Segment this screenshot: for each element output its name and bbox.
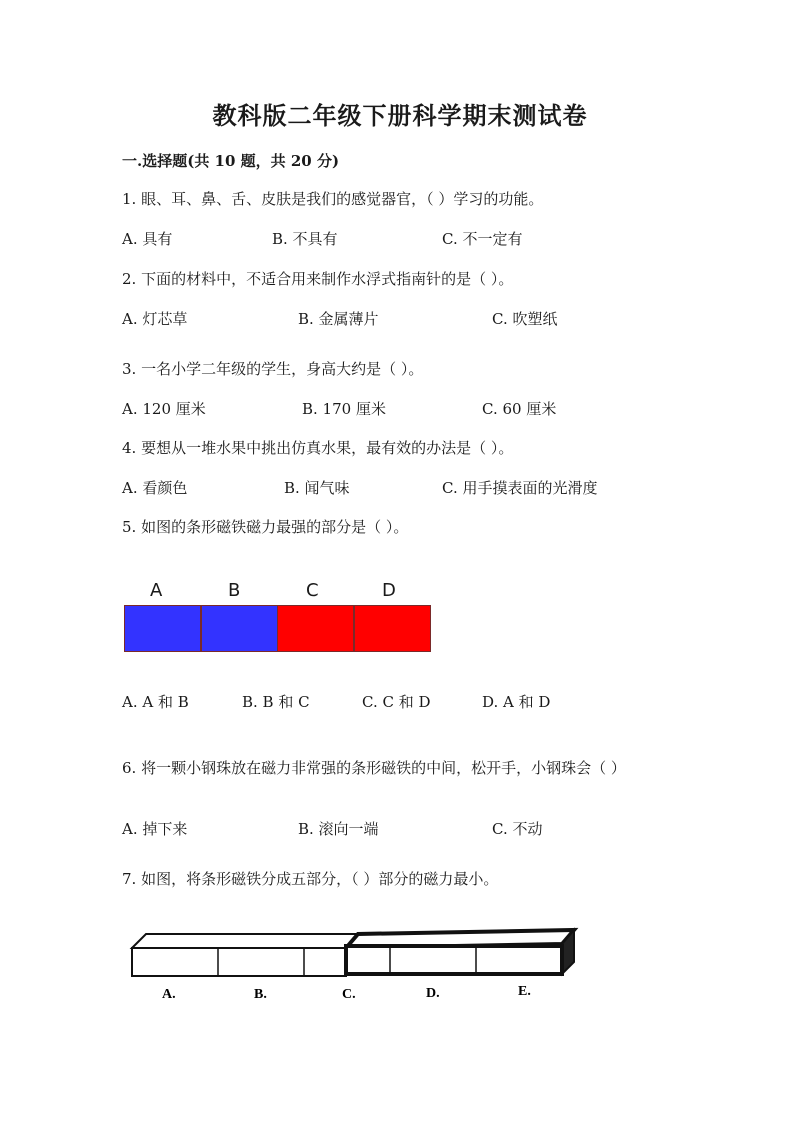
q1-option-c[interactable]: C. 不一定有 bbox=[442, 230, 523, 248]
question-7: 7. 如图，将条形磁铁分成五部分，（ ）部分的磁力最小。 bbox=[122, 870, 499, 888]
question-5: 5. 如图的条形磁铁磁力最强的部分是（ ）。 bbox=[122, 518, 409, 536]
q2-option-c[interactable]: C. 吹塑纸 bbox=[492, 310, 558, 328]
q4-option-a[interactable]: A. 看颜色 bbox=[122, 479, 188, 497]
magnet-label-b: B bbox=[228, 580, 241, 601]
part-label-d: D. bbox=[426, 986, 440, 1001]
question-1: 1. 眼、耳、鼻、舌、皮肤是我们的感觉器官，（ ）学习的功能。 bbox=[122, 190, 544, 208]
q1-option-a[interactable]: A. 具有 bbox=[122, 230, 173, 248]
part-label-b: B. bbox=[254, 987, 267, 1002]
magnet-label-d: D bbox=[382, 580, 396, 601]
magnet-segment-c bbox=[277, 605, 354, 652]
q6-option-a[interactable]: A. 掉下来 bbox=[122, 820, 188, 838]
bar-magnet-figure bbox=[124, 580, 434, 655]
section-heading: 一.选择题(共 10 题，共 20 分) bbox=[122, 152, 340, 170]
q5-option-c[interactable]: C. C 和 D bbox=[362, 693, 431, 711]
q3-option-a[interactable]: A. 120 厘米 bbox=[122, 400, 206, 418]
q5-option-d[interactable]: D. A 和 D bbox=[482, 693, 551, 711]
q4-option-b[interactable]: B. 闻气味 bbox=[284, 479, 350, 497]
q6-option-b[interactable]: B. 滚向一端 bbox=[298, 820, 379, 838]
magnet-segment-d bbox=[354, 605, 431, 652]
five-part-magnet-figure bbox=[128, 926, 580, 1006]
q5-option-a[interactable]: A. A 和 B bbox=[122, 693, 189, 711]
q3-option-c[interactable]: C. 60 厘米 bbox=[482, 400, 557, 418]
magnet-top-face-light bbox=[132, 934, 358, 948]
question-3: 3. 一名小学二年级的学生，身高大约是（ ）。 bbox=[122, 360, 424, 378]
magnet-label-a: A bbox=[150, 580, 163, 601]
q1-option-b[interactable]: B. 不具有 bbox=[272, 230, 338, 248]
part-label-c: C. bbox=[342, 987, 356, 1002]
q5-option-b[interactable]: B. B 和 C bbox=[242, 693, 310, 711]
question-4: 4. 要想从一堆水果中挑出仿真水果，最有效的办法是（ ）。 bbox=[122, 439, 514, 457]
magnet-front-light bbox=[132, 948, 346, 976]
q2-option-b[interactable]: B. 金属薄片 bbox=[298, 310, 379, 328]
q2-option-a[interactable]: A. 灯芯草 bbox=[122, 310, 188, 328]
magnet-front-dark bbox=[346, 946, 562, 974]
q3-option-b[interactable]: B. 170 厘米 bbox=[302, 400, 386, 418]
magnet-segment-a bbox=[124, 605, 201, 652]
q4-option-c[interactable]: C. 用手摸表面的光滑度 bbox=[442, 479, 598, 497]
part-label-a: A. bbox=[162, 987, 176, 1002]
part-label-e: E. bbox=[518, 984, 531, 999]
q6-option-c[interactable]: C. 不动 bbox=[492, 820, 543, 838]
magnet-label-c: C bbox=[306, 580, 319, 601]
magnet-segment-b bbox=[201, 605, 278, 652]
page-title: 教科版二年级下册科学期末测试卷 bbox=[212, 101, 588, 130]
question-6: 6. 将一颗小钢珠放在磁力非常强的条形磁铁的中间，松开手，小钢珠会（ ） bbox=[122, 759, 626, 777]
question-2: 2. 下面的材料中，不适合用来制作水浮式指南针的是（ ）。 bbox=[122, 270, 514, 288]
